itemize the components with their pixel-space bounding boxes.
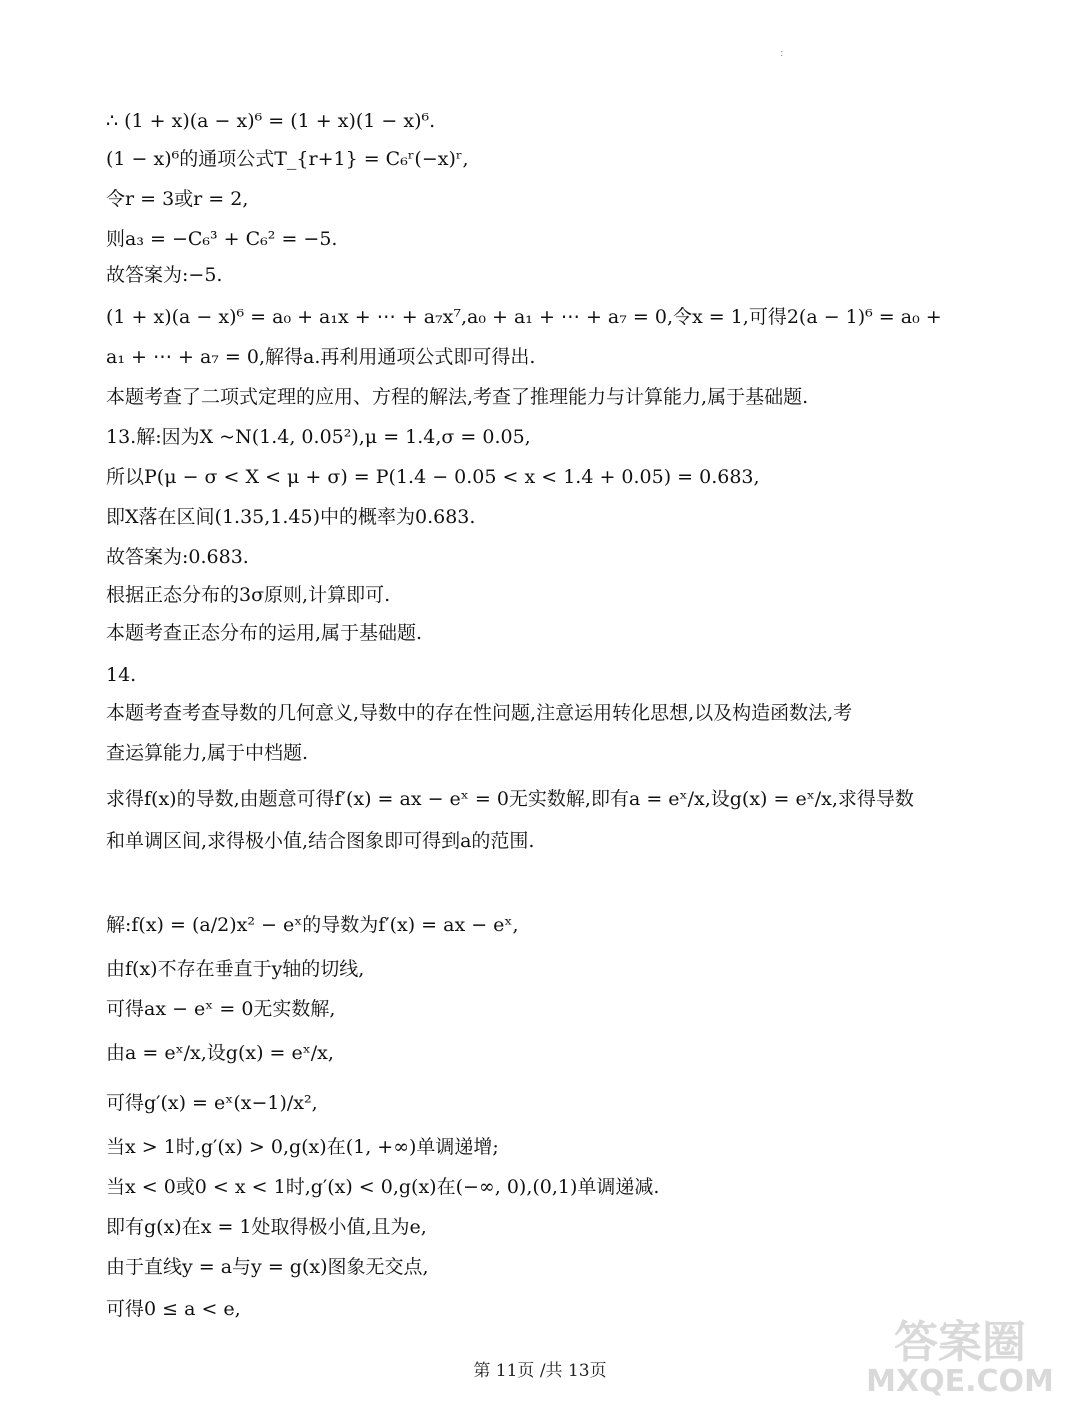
text-line: 13.解:因为X ~N(1.4, 0.05²),μ = 1.4,σ = 0.05,: [106, 426, 531, 448]
text-line: 查运算能力,属于中档题.: [106, 742, 309, 764]
text-line: 当x < 0或0 < x < 1时,g′(x) < 0,g(x)在(−∞, 0),(0,1)单调递减.: [106, 1176, 660, 1198]
text-line: a₁ + ⋯ + a₇ = 0,解得a.再利用通项公式即可得出.: [106, 346, 536, 368]
text-line: 故答案为:0.683.: [106, 546, 249, 568]
text-line: 求得f(x)的导数,由题意可得f′(x) = ax − eˣ = 0无实数解,即有a = eˣ/x,设g(x) = eˣ/x,求得导数: [106, 788, 914, 810]
text-line: 所以P(μ − σ < X < μ + σ) = P(1.4 − 0.05 < x < 1.4 + 0.05) = 0.683,: [106, 466, 760, 488]
text-line: 本题考查考查导数的几何意义,导数中的存在性问题,注意运用转化思想,以及构造函数法,考: [106, 702, 853, 724]
text-line: 由f(x)不存在垂直于y轴的切线,: [106, 958, 365, 980]
text-line: 由于直线y = a与y = g(x)图象无交点,: [106, 1256, 429, 1278]
text-line: 解:f(x) = (a/2)x² − eˣ的导数为f′(x) = ax − eˣ,: [106, 914, 519, 936]
text-line: 由a = eˣ/x,设g(x) = eˣ/x,: [106, 1042, 334, 1064]
watermark-text: 答案圈: [894, 1317, 1026, 1368]
text-line: 令r = 3或r = 2,: [106, 188, 249, 210]
text-line: 即有g(x)在x = 1处取得极小值,且为e,: [106, 1216, 427, 1238]
text-line: 根据正态分布的3σ原则,计算即可.: [106, 584, 391, 606]
text-line: 本题考查正态分布的运用,属于基础题.: [106, 622, 423, 644]
text-line: 故答案为:−5.: [106, 264, 223, 286]
text-line: 可得0 ≤ a < e,: [106, 1298, 241, 1320]
text-line: 即X落在区间(1.35,1.45)中的概率为0.683.: [106, 506, 476, 528]
top-mark: :: [780, 48, 784, 59]
text-line: 当x > 1时,g′(x) > 0,g(x)在(1, +∞)单调递增;: [106, 1136, 499, 1158]
text-line: 本题考查了二项式定理的应用、方程的解法,考查了推理能力与计算能力,属于基础题.: [106, 386, 809, 408]
page-footer: 第 11页 /共 13页: [473, 1361, 607, 1381]
text-line: (1 + x)(a − x)⁶ = a₀ + a₁x + ⋯ + a₇x⁷,a₀ + a₁ + ⋯ + a₇ = 0,令x = 1,可得2(a − 1)⁶ = a₀ +: [106, 306, 942, 328]
text-line: 和单调区间,求得极小值,结合图象即可得到a的范围.: [106, 830, 535, 852]
text-line: 可得g′(x) = eˣ(x−1)/x²,: [106, 1092, 318, 1114]
text-line: 可得ax − eˣ = 0无实数解,: [106, 998, 336, 1020]
watermark-logo: [860, 1309, 1060, 1399]
text-line: ∴ (1 + x)(a − x)⁶ = (1 + x)(1 − x)⁶.: [106, 110, 436, 132]
text-line: 14.: [106, 664, 137, 686]
text-line: (1 − x)⁶的通项公式T_{r+1} = C₆ʳ(−x)ʳ,: [106, 148, 469, 170]
text-line: 则a₃ = −C₆³ + C₆² = −5.: [106, 228, 338, 250]
watermark-subtext: MXQE.COM: [866, 1364, 1054, 1399]
